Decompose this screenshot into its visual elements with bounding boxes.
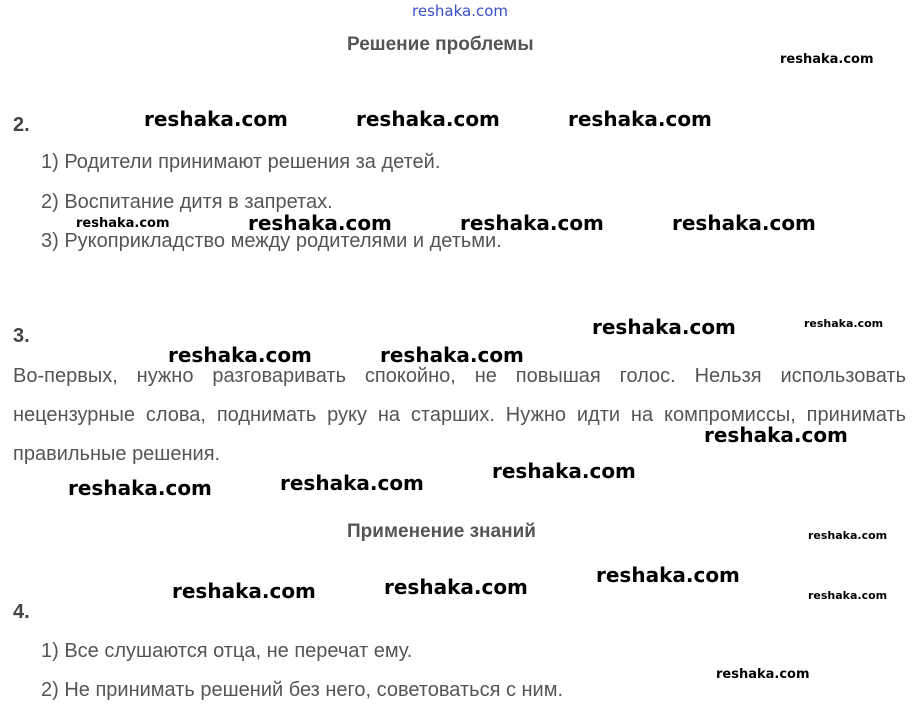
watermark: reshaka.com: [672, 211, 816, 235]
watermark: reshaka.com: [384, 575, 528, 599]
watermark: reshaka.com: [280, 471, 424, 495]
watermark: reshaka.com: [596, 563, 740, 587]
watermark: reshaka.com: [172, 579, 316, 603]
watermark: reshaka.com: [492, 459, 636, 483]
task-2-line-3: 3) Рукоприкладство между родителями и детьми.: [41, 230, 502, 252]
watermark: reshaka.com: [76, 216, 170, 231]
watermark: reshaka.com: [68, 476, 212, 500]
watermark: reshaka.com: [568, 107, 712, 131]
watermark: reshaka.com: [144, 107, 288, 131]
watermark: reshaka.com: [716, 667, 810, 682]
task-3-paragraph: Во-первых, нужно разговаривать спокойно, не повышая голос. Нельзя использовать нецензурные слова, поднимать руку на старших. Нужно идти на компромиссы, принимать правильные решения.: [13, 365, 906, 465]
watermark: reshaka.com: [168, 343, 312, 367]
watermark: reshaka.com: [808, 529, 888, 542]
watermark: reshaka.com: [380, 343, 524, 367]
task-2-number: 2.: [13, 114, 30, 136]
task-2-line-2: 2) Воспитание дитя в запретах.: [41, 191, 333, 213]
site-logo[interactable]: reshaka.com: [412, 2, 508, 20]
section-title-problem: Решение проблемы: [347, 34, 534, 55]
task-4-line-2: 2) Не принимать решений без него, советоваться с ним.: [41, 679, 564, 701]
watermark: reshaka.com: [808, 589, 888, 602]
task-4-number: 4.: [13, 601, 30, 623]
section-title-knowledge: Применение знаний: [347, 521, 536, 542]
watermark: reshaka.com: [356, 107, 500, 131]
task-4-line-1: 1) Все слушаются отца, не перечат ему.: [41, 640, 413, 662]
watermark: reshaka.com: [780, 52, 874, 67]
watermark: reshaka.com: [804, 317, 884, 330]
task-2-line-1: 1) Родители принимают решения за детей.: [41, 151, 441, 173]
watermark: reshaka.com: [704, 423, 848, 447]
watermark: reshaka.com: [460, 211, 604, 235]
watermark: reshaka.com: [592, 315, 736, 339]
watermark: reshaka.com: [248, 211, 392, 235]
task-3-number: 3.: [13, 325, 30, 347]
